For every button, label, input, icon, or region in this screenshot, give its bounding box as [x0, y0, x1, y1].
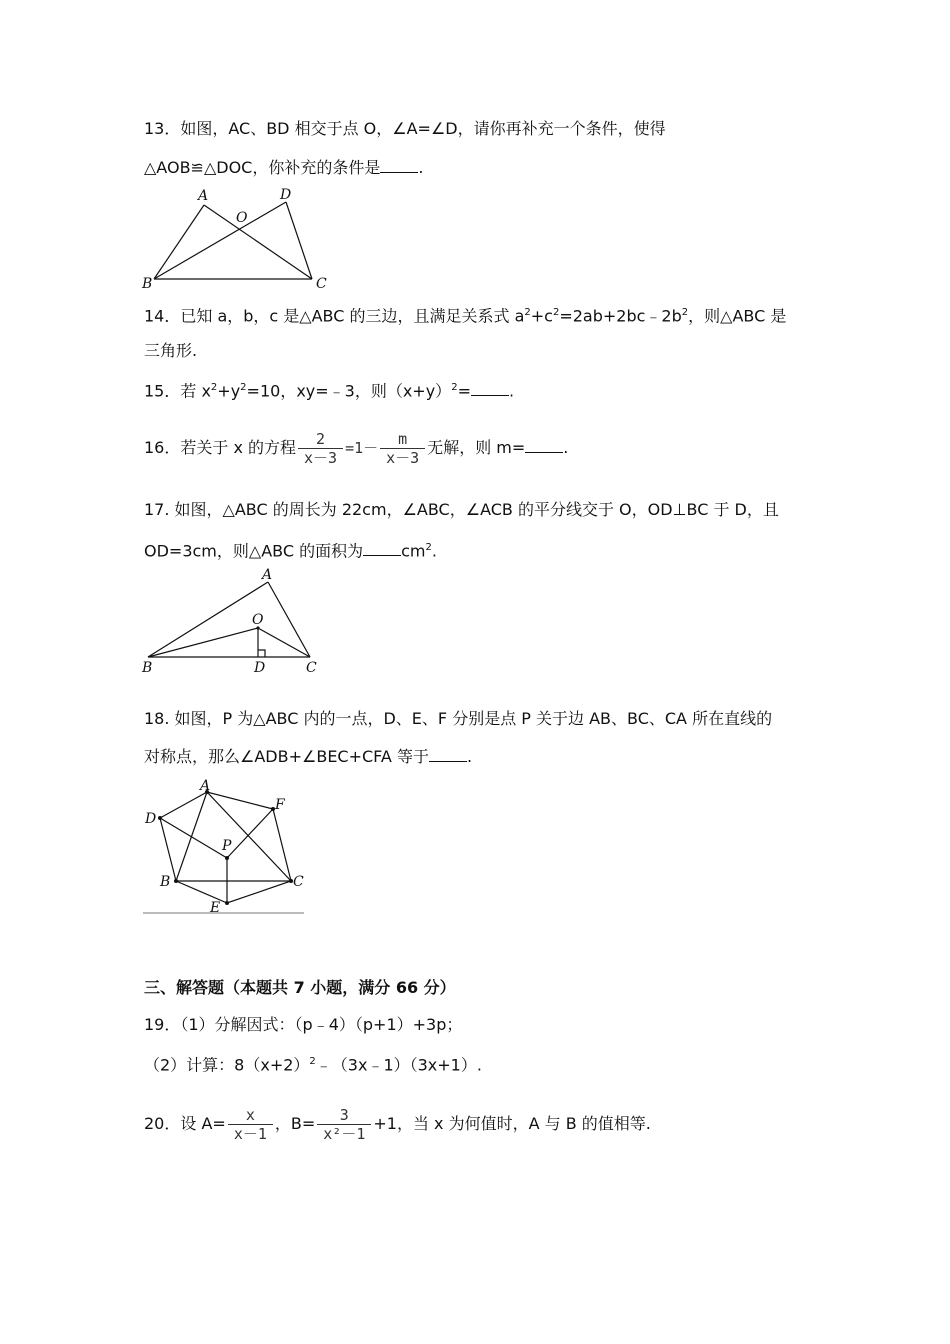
q14-pre: 14．已知 a，b，c 是△ABC 的三边，且满足关系式 a	[144, 306, 525, 326]
q16-fraction-1	[298, 430, 343, 467]
q17-label-c: C	[306, 660, 317, 676]
q15-sup1: 2	[210, 382, 218, 393]
q13-end: .	[418, 158, 424, 177]
q15-pre: 15．若 x	[144, 381, 211, 401]
q15-mid1: +y	[217, 381, 241, 401]
q13-line2	[144, 156, 423, 179]
q19-line1: 19．（1）分解因式：（p﹣4）（p+1）+3p；	[144, 1015, 463, 1034]
q14-sup2: 2	[552, 307, 560, 318]
q19-pre: （2）计算：8（x+2）	[144, 1055, 310, 1075]
q17-label-d: D	[254, 660, 266, 676]
q16-line	[144, 428, 568, 468]
q20-mid: ，B=	[274, 1114, 316, 1133]
q18-figure	[140, 776, 308, 918]
q20-fracB-num: 3	[317, 1106, 371, 1125]
q16-frac1-num: 2	[298, 430, 343, 449]
q17-unit: cm	[401, 541, 426, 561]
q17-label-a: A	[262, 567, 273, 583]
q13-label-b: B	[142, 276, 153, 292]
q14-line2: 三角形.	[144, 341, 198, 360]
answer-blank	[380, 156, 418, 173]
q18-label-e: E	[210, 900, 221, 916]
answer-blank	[429, 745, 467, 762]
q17-line2	[144, 537, 437, 562]
q14-sup1: 2	[524, 307, 531, 318]
q20-post: +1，当 x 为何值时，A 与 B 的值相等.	[373, 1114, 651, 1133]
q18-label-b: B	[160, 874, 171, 890]
q13-figure	[140, 186, 340, 292]
q18-label-c: C	[293, 874, 304, 890]
q15-end: .	[508, 381, 515, 401]
q19-post: ﹣（3x﹣1）（3x+1）.	[315, 1055, 482, 1075]
q20-fraction-b	[317, 1106, 371, 1143]
q18-end: .	[466, 747, 473, 766]
q13-label-a: A	[198, 188, 209, 204]
q18-line2	[144, 745, 472, 768]
q14-mid1: +c	[530, 306, 553, 326]
q19-line2	[144, 1051, 482, 1076]
q16-end: .	[563, 438, 569, 457]
q18-label-a: A	[200, 778, 211, 794]
q17-end: .	[431, 541, 437, 561]
q16-frac1-den: x－3	[304, 449, 338, 467]
answer-blank	[471, 379, 509, 396]
q19-sup: 2	[309, 1056, 316, 1067]
q20-fracA-den: x－1	[233, 1125, 267, 1143]
q16-frac2-num: m	[380, 430, 425, 449]
q13-label-o: O	[236, 210, 248, 226]
q18-line1: 18. 如图，P 为△ABC 内的一点，D、E、F 分别是点 P 关于边 AB、BC、CA 所在直线的	[144, 709, 773, 728]
q17-label-b: B	[142, 660, 153, 676]
q14-mid2: =2ab+2bc﹣2b	[559, 306, 682, 326]
q18-pre: 对称点，那么∠ADB+∠BEC+CFA 等于	[144, 747, 429, 766]
q13-line1: 13．如图，AC、BD 相交于点 O，∠A=∠D，请你再补充一个条件，使得	[144, 119, 666, 138]
answer-blank	[363, 539, 401, 556]
q13-label-d: D	[280, 187, 292, 203]
q17-line1: 17. 如图，△ABC 的周长为 22cm，∠ABC，∠ACB 的平分线交于 O，OD⊥BC 于 D，且	[144, 500, 779, 519]
q16-frac2-den: x－3	[386, 449, 420, 467]
q17-unit-sup: 2	[425, 542, 432, 553]
q20-fracA-num: x	[228, 1106, 273, 1125]
answer-blank	[525, 436, 563, 453]
q17-label-o: O	[252, 612, 264, 628]
q16-post: 无解，则 m=	[427, 438, 526, 457]
q14-line1	[144, 302, 786, 327]
q14-sup3: 2	[681, 307, 689, 318]
q15-sup3: 2	[451, 382, 458, 393]
section-title: 三、解答题（本题共 7 小题，满分 66 分）	[144, 978, 456, 997]
q16-pre: 16．若关于 x 的方程	[144, 438, 297, 457]
q18-label-p: P	[222, 838, 232, 854]
q13-label-c: C	[316, 276, 327, 292]
q15-eq: =	[457, 381, 471, 401]
q16-fraction-2	[380, 430, 425, 467]
q17-pre: OD=3cm，则△ABC 的面积为	[144, 541, 364, 561]
q15-sup2: 2	[240, 382, 247, 393]
q20-line	[144, 1104, 651, 1144]
q17-figure	[140, 566, 330, 678]
q18-label-d: D	[145, 811, 157, 827]
q15-line	[144, 377, 514, 402]
q20-pre: 20．设 A=	[144, 1114, 226, 1133]
q14-post: ，则△ABC 是	[688, 306, 787, 326]
q20-fracB-den: x²－1	[323, 1125, 366, 1143]
q20-fraction-a	[228, 1106, 273, 1143]
q13-text: △AOB≌△DOC，你补充的条件是	[144, 158, 381, 177]
q16-mid: =1－	[345, 439, 379, 457]
q15-mid2: =10，xy=﹣3，则（x+y）	[246, 381, 452, 401]
q18-label-f: F	[275, 797, 285, 813]
